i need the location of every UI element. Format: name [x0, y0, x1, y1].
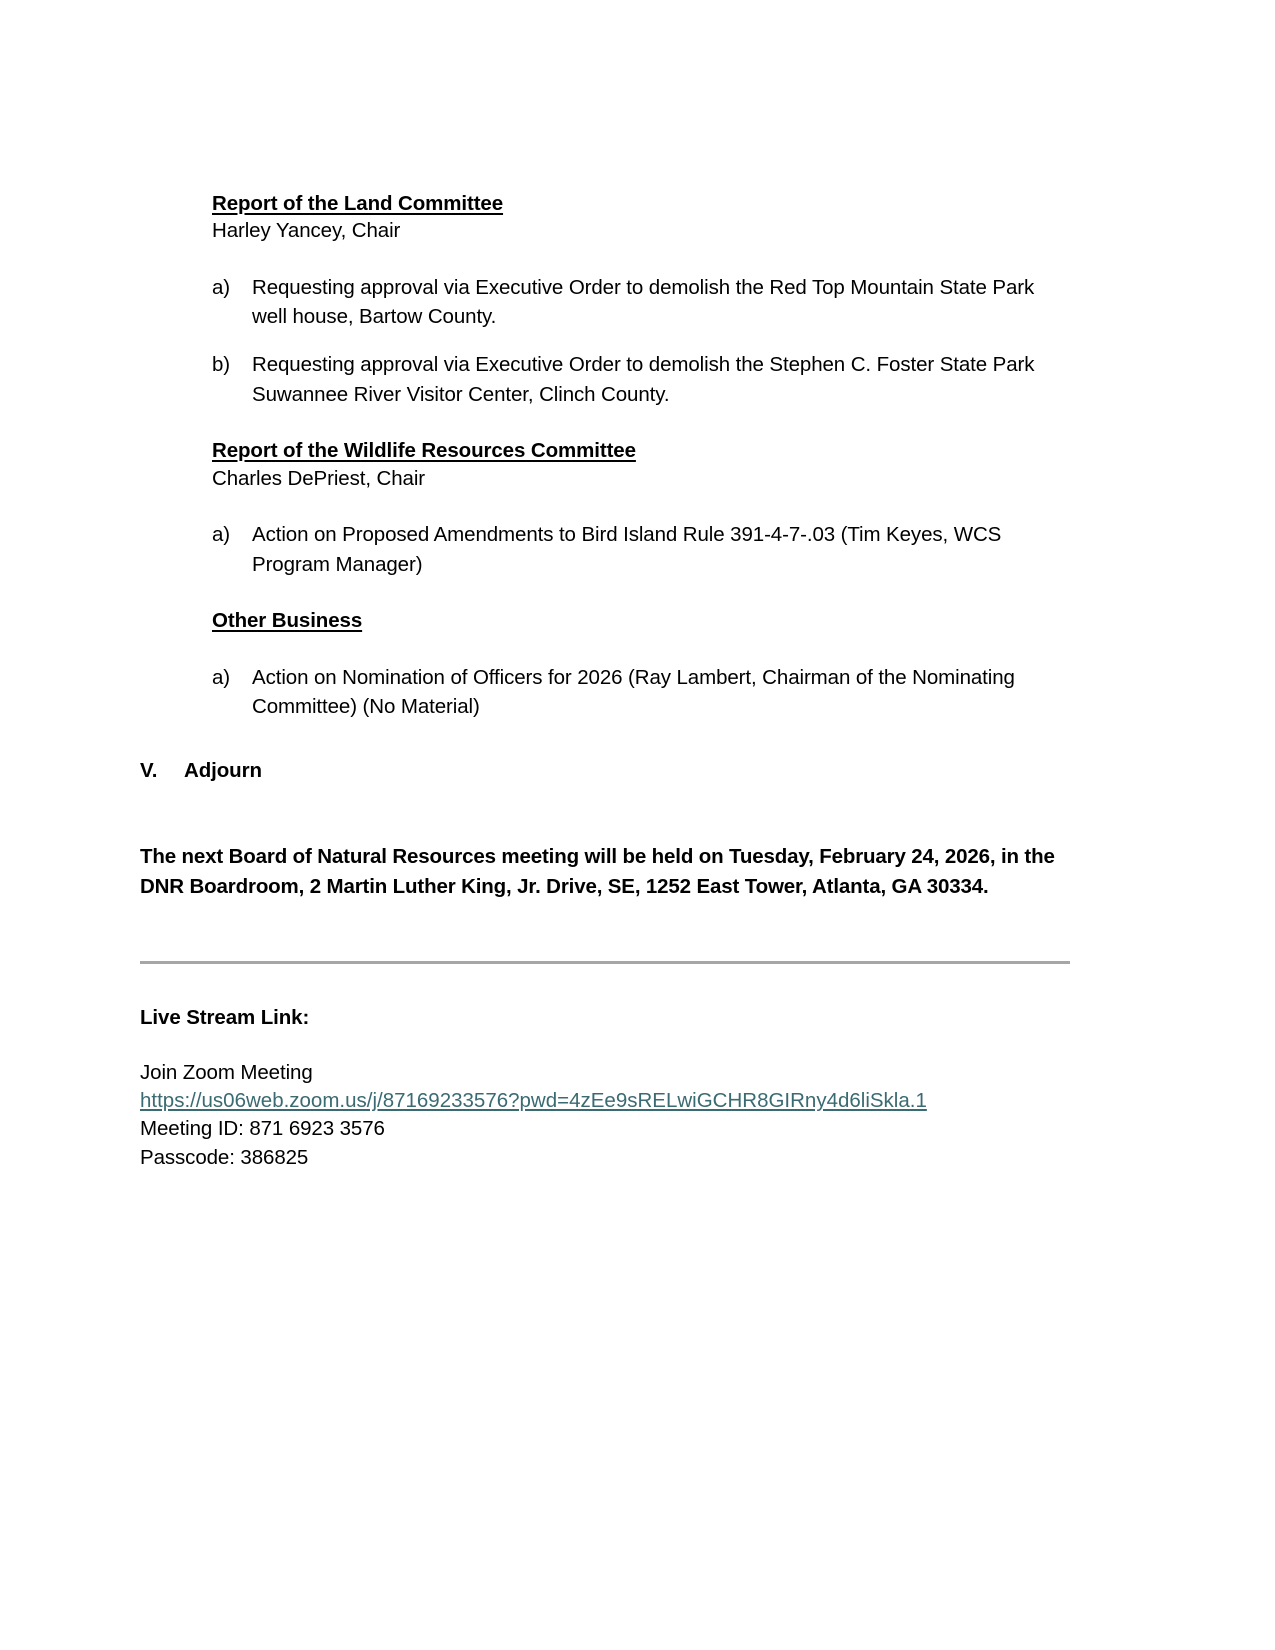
section-heading-wildlife-resources-committee: Report of the Wildlife Resources Committee — [212, 439, 636, 463]
list-item — [140, 273, 1070, 332]
agenda-content — [140, 190, 1070, 1172]
zoom-meeting-id: Meeting ID: 871 6923 3576 — [140, 1117, 385, 1141]
agenda-item-label: Adjourn — [184, 759, 262, 782]
list-land-committee — [140, 273, 1070, 410]
live-stream-heading: Live Stream Link: — [140, 1006, 310, 1030]
list-item-text: Action on Nomination of Officers for 2026 (Ray Lambert, Chairman of the Nominating Committee) (No Material) — [252, 665, 1015, 719]
list-item — [140, 350, 1070, 409]
list-item — [140, 520, 1070, 579]
section-heading-other-business: Other Business — [212, 609, 363, 633]
section-land-committee — [140, 190, 1070, 409]
agenda-item-adjourn — [140, 756, 1070, 786]
list-item-text: Requesting approval via Executive Order to demolish the Stephen C. Foster State Park Suwannee River Visitor Center, Clinch County. — [252, 352, 1035, 406]
list-marker: b) — [212, 352, 231, 376]
list-item — [140, 663, 1070, 722]
section-other-business — [140, 607, 1070, 722]
list-marker: a) — [212, 665, 231, 689]
agenda-item-numeral: V. — [140, 759, 158, 782]
list-other-business — [140, 663, 1070, 722]
next-meeting-notice: The next Board of Natural Resources meeting will be held on Tuesday, February 24, 2026, in the DNR Boardroom, 2 Martin Luther King, Jr. Drive, SE, 1252 East Tower, Atlanta, GA 30334. — [140, 844, 1055, 899]
section-chair-wildlife-resources-committee: Charles DePriest, Chair — [212, 466, 426, 490]
join-zoom-meeting-label: Join Zoom Meeting — [140, 1060, 313, 1084]
section-heading-land-committee: Report of the Land Committee — [212, 192, 504, 215]
list-marker: a) — [212, 522, 231, 546]
zoom-meeting-link[interactable]: https://us06web.zoom.us/j/87169233576?pwd=4zEe9sRELwiGCHR8GIRny4d6liSkla.1 — [140, 1089, 927, 1113]
list-item-text: Requesting approval via Executive Order to demolish the Red Top Mountain State Park well house, Bartow County. — [252, 275, 1035, 329]
zoom-passcode: Passcode: 386825 — [140, 1145, 309, 1169]
live-stream-section — [140, 1004, 1070, 1172]
section-wildlife-resources-committee — [140, 437, 1070, 579]
list-wildlife-resources-committee — [140, 520, 1070, 579]
list-marker: a) — [212, 275, 231, 299]
list-item-text: Action on Proposed Amendments to Bird Island Rule 391-4-7-.03 (Tim Keyes, WCS Program Manager) — [252, 522, 1002, 576]
section-chair-land-committee: Harley Yancey, Chair — [212, 219, 401, 243]
